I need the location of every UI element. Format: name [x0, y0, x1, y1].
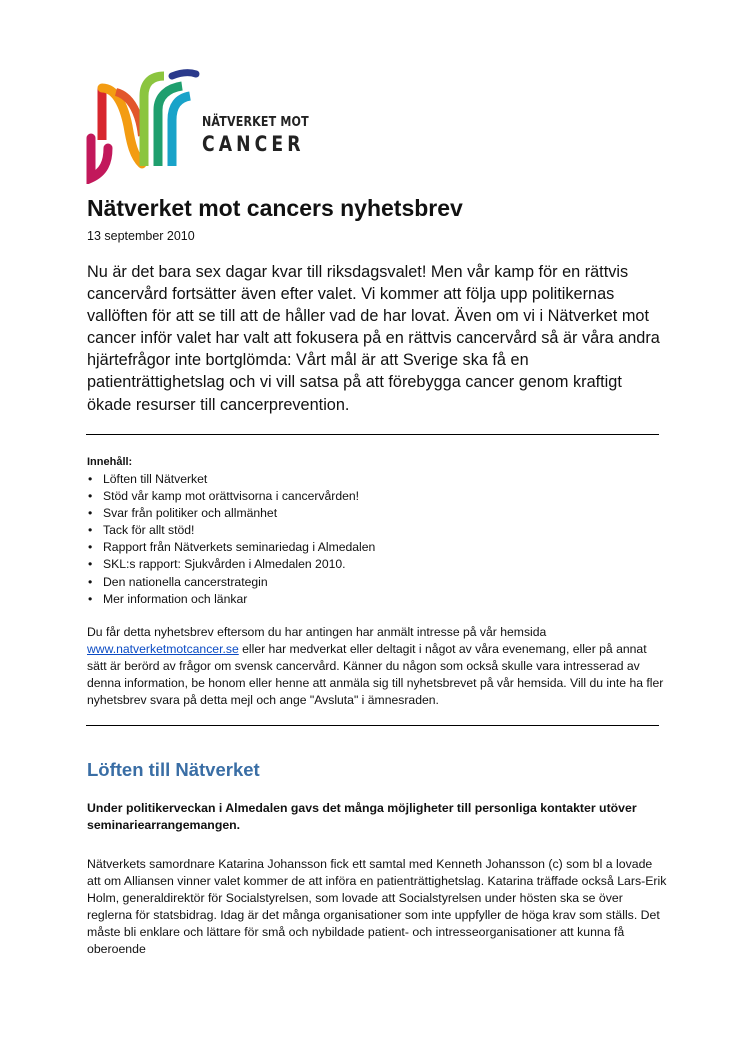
subscription-info: [87, 624, 667, 709]
info-text-before: Du får detta nyhetsbrev eftersom du har antingen har anmält intresse på vår hemsida: [87, 625, 547, 639]
toc-item: • Svar från politiker och allmänhet: [87, 505, 375, 522]
toc-item: • Löften till Nätverket: [87, 471, 375, 488]
toc-heading: Innehåll:: [87, 456, 133, 468]
section-body: Nätverkets samordnare Katarina Johansson fick ett samtal med Kenneth Johansson (c) som bl a lovade att om Alliansen vinner valet kommer de att införa en patienträttighetslag. Katarina träffade också Lars-Erik Holm, generaldirektör för Socialstyrelsen, som lovade att Socialstyrelsen under hösten ska se över reglerna för statsbidrag. Idag är det många organisationer som inte uppfyller de höga krav som ställs. Det måste bli enklare och lättare för små och nybildade patient- och intresseorganisationer att kunna få oberoende: [87, 857, 667, 957]
divider-top: [86, 434, 659, 435]
section-heading-loften: Löften till Nätverket: [87, 759, 260, 780]
website-link[interactable]: www.natverketmotcancer.se: [87, 642, 239, 656]
toc-item: • SKL:s rapport: Sjukvården i Almedalen 2010.: [87, 556, 375, 573]
toc-item: • Stöd vår kamp mot orättvisorna i cancervården!: [87, 488, 375, 505]
section-lead: Under politikerveckan i Almedalen gavs det många möjligheter till personliga kontakter utöver seminariearrangemangen.: [87, 801, 637, 832]
newsletter-title: Nätverket mot cancers nyhetsbrev: [87, 195, 463, 221]
toc-list: [87, 471, 375, 608]
intro-paragraph: Nu är det bara sex dagar kvar till riksdagsvalet! Men vår kamp för en rättvis cancervård fortsätter även efter valet. Vi kommer att följa upp politikernas vallöften för att se till att de håller vad de har lovat. Även om vi i Nätverket mot cancer inför valet har valt att fokusera på en rättvis cancervård så är våra andra hjärtefrågor inte bortglömda: Vårt mål är att Sverige ska få en patienträttighetslag och vi vill satsa på att förebygga cancer genom kraftigt ökade resurser till cancerprevention.: [87, 263, 660, 414]
toc-item: • Rapport från Nätverkets seminariedag i Almedalen: [87, 539, 375, 556]
newsletter-date: 13 september 2010: [87, 229, 195, 243]
toc-item: • Den nationella cancerstrategin: [87, 574, 375, 591]
toc-item: • Tack för allt stöd!: [87, 522, 375, 539]
logo-wordmark: [202, 116, 332, 155]
info-text-after: eller har medverkat eller deltagit i något av våra evenemang, eller på annat sätt är berörd av frågor om svensk cancervård. Känner du någon som också skulle vara intresserad av denna information, be honom eller henne att anmäla sig till nyhetsbrevet på vår hemsida. Vill du inte ha fler nyhetsbrev svara på detta mejl och ange "Avsluta" i ämnesraden.: [87, 642, 664, 707]
natverket-logo-mark-icon: [86, 66, 202, 184]
logo-line-2: CANCER: [202, 131, 305, 156]
natverket-logo: [86, 66, 316, 184]
divider-bottom: [86, 725, 659, 726]
logo-line-1: NÄTVERKET MOT: [202, 114, 309, 130]
toc-item: • Mer information och länkar: [87, 591, 375, 608]
